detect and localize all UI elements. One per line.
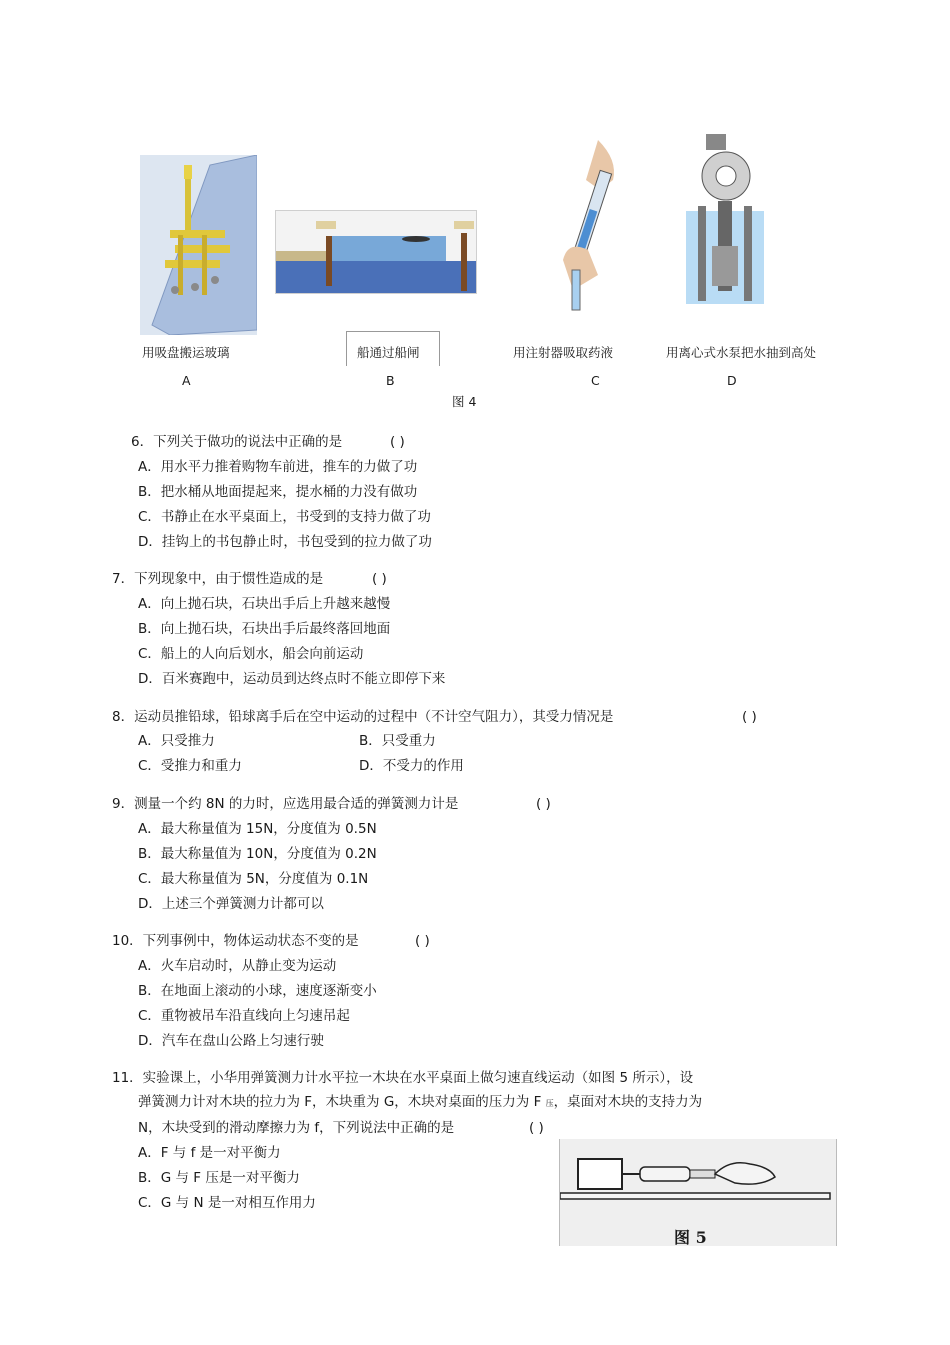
question-6-option-c: C．书静止在水平桌面上，书受到的支持力做了功	[138, 509, 431, 525]
question-8-stem: 8．运动员推铅球，铅球离手后在空中运动的过程中（不计空气阻力），其受力情况是	[112, 709, 614, 725]
figure-4c-caption: 用注射器吸取药液	[513, 345, 614, 360]
question-11-option-a: A．F 与 f 是一对平衡力	[138, 1145, 281, 1161]
question-11-stem-line-2-subscript: 压	[545, 1099, 554, 1108]
question-9-option-d: D．上述三个弹簧测力计都可以	[138, 896, 324, 912]
question-10-option-a: A．火车启动时，从静止变为运动	[138, 958, 337, 974]
question-11-stem-line-1: 11．实验课上，小华用弹簧测力计水平拉一木块在水平桌面上做匀速直线运动（如图 5 所示），设	[112, 1070, 694, 1086]
question-8-option-c: C．受推力和重力	[138, 758, 242, 774]
question-7-option-a: A．向上抛石块，石块出手后上升越来越慢	[138, 596, 391, 612]
question-6-option-a: A．用水平力推着购物车前进，推车的力做了功	[138, 459, 418, 475]
question-9-answer-bracket: ( )	[536, 796, 551, 812]
question-8-option-a: A．只受推力	[138, 733, 215, 749]
question-11-stem-line-2-tail: ，桌面对木块的支持力为	[553, 1094, 703, 1110]
question-10-option-c: C．重物被吊车沿直线向上匀速吊起	[138, 1008, 350, 1024]
question-9-option-c: C．最大称量值为 5N，分度值为 0.1N	[138, 871, 369, 887]
figure-4d-image	[686, 126, 764, 304]
figure-4c-letter: C	[591, 373, 600, 388]
question-10-option-d: D．汽车在盘山公路上匀速行驶	[138, 1033, 324, 1049]
question-6-option-d: D．挂钩上的书包静止时，书包受到的拉力做了功	[138, 534, 432, 550]
question-6-option-b: B．把水桶从地面提起来，提水桶的力没有做功	[138, 484, 418, 500]
figure-5-image	[559, 1139, 837, 1246]
question-11-stem-line-3: N，木块受到的滑动摩擦力为 f，下列说法中正确的是	[138, 1120, 455, 1136]
question-8-answer-bracket: ( )	[742, 709, 757, 725]
figure-4d-letter: D	[727, 373, 737, 388]
question-11-stem-line-2	[138, 1096, 702, 1110]
question-10-stem: 10．下列事例中，物体运动状态不变的是	[112, 933, 359, 949]
question-7-stem: 7．下列现象中，由于惯性造成的是	[112, 571, 324, 587]
syringe-icon	[558, 140, 630, 312]
figure-4c-image	[558, 140, 630, 312]
question-7-option-b: B．向上抛石块，石块出手后最终落回地面	[138, 621, 391, 637]
question-7-answer-bracket: ( )	[372, 571, 387, 587]
figure-4a-image	[140, 155, 257, 335]
question-7-option-c: C．船上的人向后划水，船会向前运动	[138, 646, 364, 662]
figure-4a-letter: A	[182, 373, 191, 388]
suction-cup-glass-icon	[140, 155, 257, 335]
figure-5-label: 图 5	[674, 1228, 707, 1246]
question-8-option-d: D．不受力的作用	[359, 758, 464, 774]
figure-4a-caption: 用吸盘搬运玻璃	[142, 345, 230, 360]
question-11-stem-line-2-main: 弹簧测力计对木块的拉力为 F，木块重为 G，木块对桌面的压力为 F	[138, 1094, 546, 1110]
figure-4b-image	[275, 210, 477, 294]
question-7-option-d: D．百米赛跑中，运动员到达终点时不能立即停下来	[138, 671, 446, 687]
question-11-option-b: B．G 与 F 压是一对平衡力	[138, 1170, 300, 1186]
figure-4b-letter: B	[386, 373, 395, 388]
question-10-option-b: B．在地面上滚动的小球，速度逐渐变小	[138, 983, 377, 999]
question-9-stem: 9．测量一个约 8N 的力时，应选用最合适的弹簧测力计是	[112, 796, 459, 812]
figure-4-label: 图 4	[452, 394, 477, 409]
question-9-option-b: B．最大称量值为 10N，分度值为 0.2N	[138, 846, 377, 862]
centrifugal-pump-icon	[686, 126, 764, 304]
question-10-answer-bracket: ( )	[415, 933, 430, 949]
question-8-option-b: B．只受重力	[359, 733, 436, 749]
question-6-stem: 6．下列关于做功的说法中正确的是	[131, 434, 343, 450]
question-6-answer-bracket: ( )	[390, 434, 405, 450]
question-11-answer-bracket: ( )	[529, 1120, 544, 1136]
question-9-option-a: A．最大称量值为 15N，分度值为 0.5N	[138, 821, 377, 837]
figure-4b-caption: 船通过船闸	[357, 345, 420, 360]
figure-4d-caption: 用离心式水泵把水抽到高处	[666, 345, 817, 360]
ship-lock-icon	[276, 211, 476, 293]
question-11-option-c: C．G 与 N 是一对相互作用力	[138, 1195, 316, 1211]
